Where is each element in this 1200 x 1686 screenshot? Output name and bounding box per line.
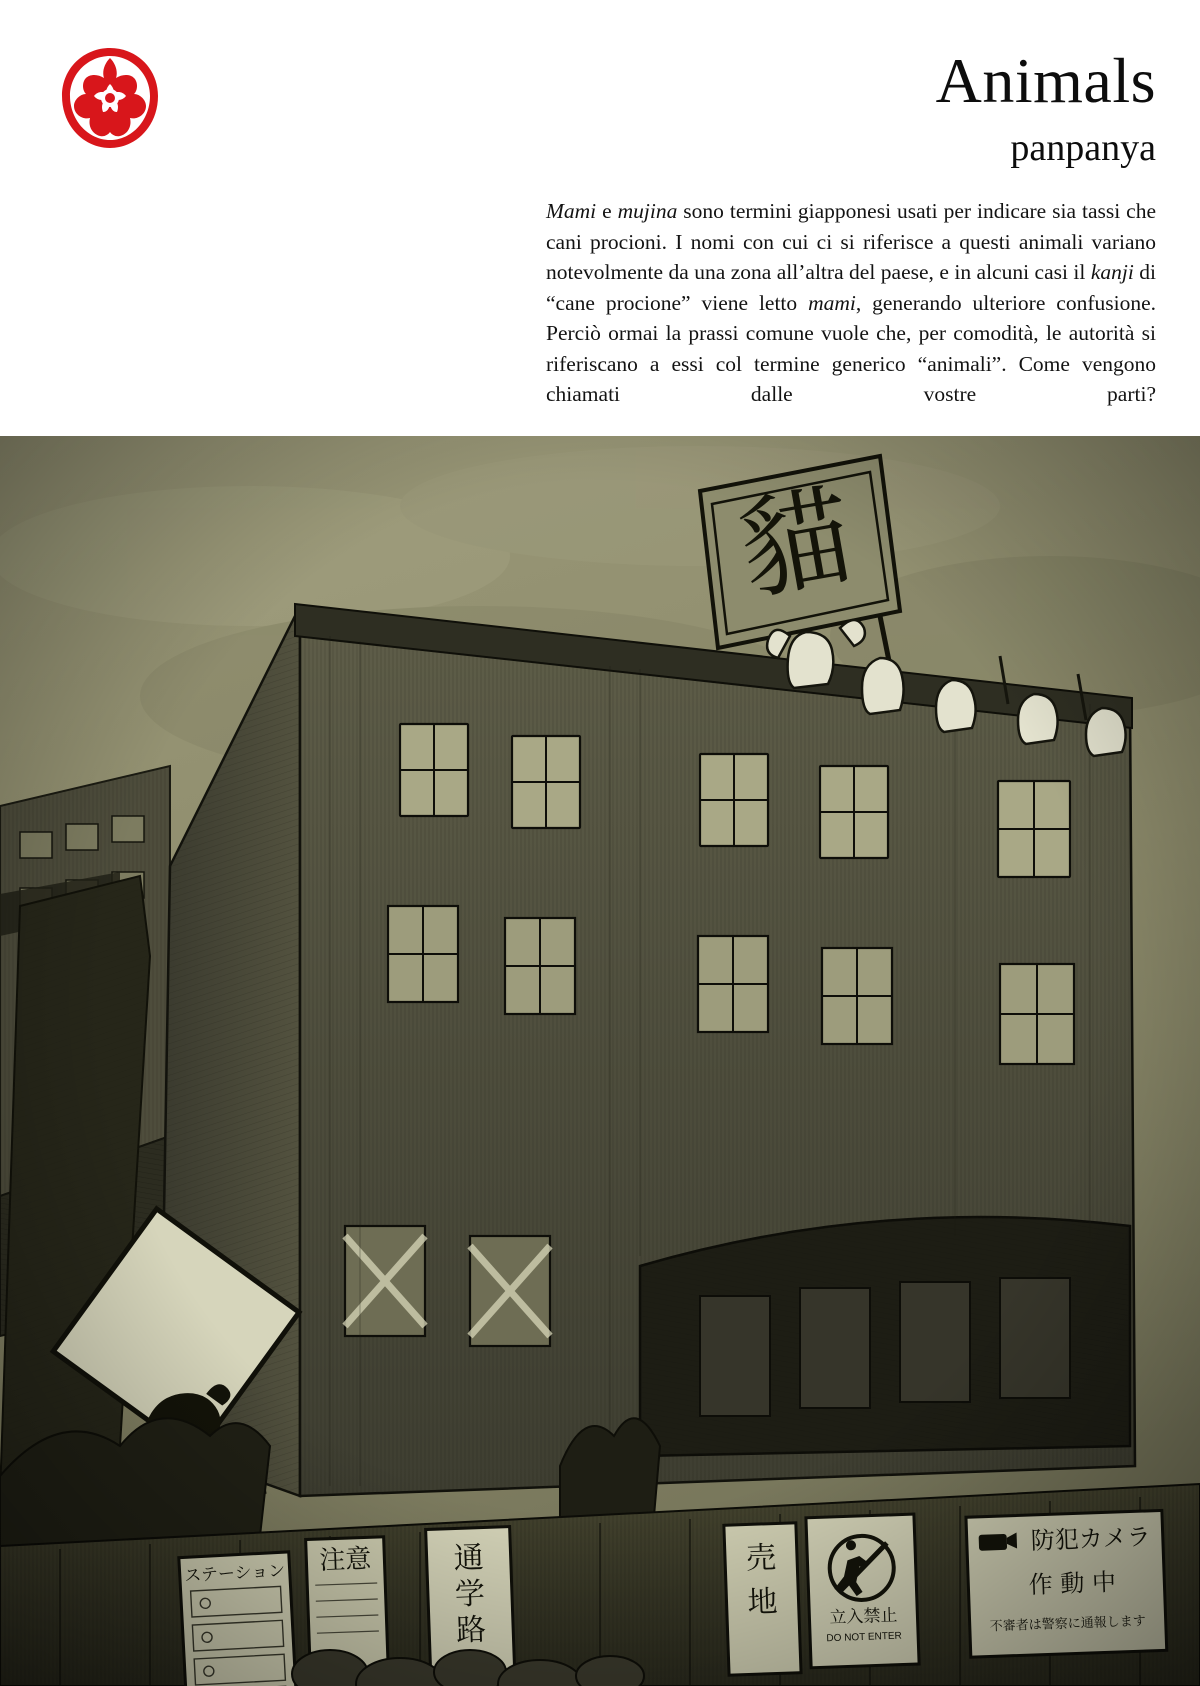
cover-artwork [0, 436, 1200, 1686]
blurb-emphasis: mami [808, 290, 856, 315]
ornate-red-emblem-icon [58, 46, 162, 150]
cover-header [0, 0, 1200, 436]
blurb-segment: , generando ulteriore confusione. Perciò ormai la prassi comune vuole che, per comodità, le autorità si riferiscano a essi col termine generico “animali”. Come vengono chiamati dalle vostre parti? [546, 290, 1156, 406]
page-title: Animals [935, 45, 1156, 116]
blurb-emphasis: kanji [1090, 260, 1134, 284]
blurb-segment: sono termini giapponesi usati per indicare sia tassi che cani procioni. I nomi con cui ci si riferisce a questi animali variano notevolmente da una zona all’altra del paese, e in alcuni casi il [546, 199, 1156, 284]
blurb-segment: di “cane procione” viene letto [546, 260, 1156, 315]
blurb-text [546, 196, 1156, 410]
blurb-emphasis: Mami [546, 199, 597, 223]
blurb-emphasis: mujina [617, 199, 678, 223]
building-illustration [0, 436, 1200, 1686]
vignette [0, 436, 1200, 1686]
blurb-segment: e [596, 199, 618, 223]
title-block [516, 46, 1156, 172]
publisher-logo [58, 46, 162, 150]
author-name: panpanya [1010, 127, 1156, 169]
